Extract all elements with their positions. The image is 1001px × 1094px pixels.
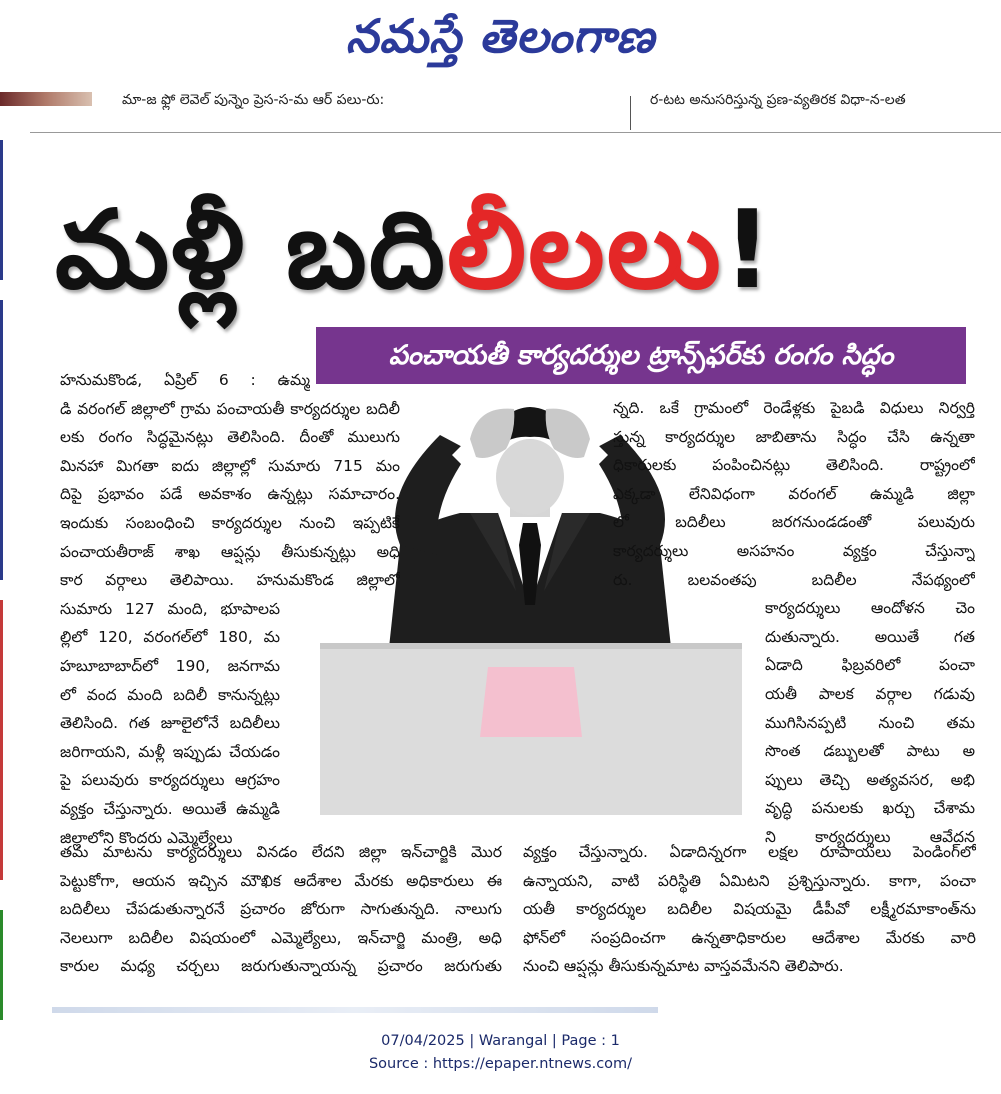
article-headline xyxy=(55,176,975,326)
article-column-right xyxy=(613,394,975,852)
text-line: కార వర్గాలు తెలిపాయి. హనుమకొండ జిల్లాలో xyxy=(60,571,400,590)
text-line: వృద్ధి పనులకు ఖర్చు చేశామ xyxy=(765,799,975,818)
text-line: వ్యక్తం చేస్తున్నారు. అయితే ఉమ్మడి xyxy=(60,799,280,818)
article-bottom-left xyxy=(60,838,502,981)
text-line: తమ మాటను కార్యదర్శులు వినడం లేదని జిల్లా ఇన్‌చార్జికి మొర xyxy=(60,843,502,861)
next-article-edge xyxy=(52,1007,658,1013)
text-line: హబూబాబాద్‌లో 190, జనగామ xyxy=(60,656,280,675)
text-line: తెలిసింది. గత జూలైలోనే బదిలీలు xyxy=(60,714,280,733)
horizontal-rule xyxy=(30,132,1001,133)
text-line: ఇందుకు సంబంధించి కార్యదర్శుల నుంచి ఇప్పటికే xyxy=(60,513,400,532)
footer-date-edition: 07/04/2025 | Warangal | Page : 1 xyxy=(381,1033,620,1049)
text-line: లో వంద మంది బదిలీ కానున్నట్లు xyxy=(60,685,280,704)
text-line: ఏడాది ఫిబ్రవరిలో పంచా xyxy=(765,656,975,675)
strip-left-text: మా-జ ఫ్లో లెవెల్ పున్నెం ప్రెస-స-మ ఆర్ పలు-రు: xyxy=(122,92,385,108)
page-edge-bar xyxy=(0,910,3,1020)
text-line: ప్పులు తెచ్చి అత్యవసర, అభి xyxy=(765,770,975,789)
text-line: మినహా మిగతా ఐదు జిల్లాల్లో సుమారు 715 మం xyxy=(60,456,400,475)
text-line: యతీ కార్యదర్శుల బదిలీల విషయమై డీపీవో లక్ష్మీరమాకాంత్‌ను xyxy=(523,900,976,919)
text-line: కారుల మధ్య చర్చలు జరుగుతున్నాయన్న ప్రచారం జరుగుతు xyxy=(60,957,502,976)
text-line: దుతున్నారు. అయితే గత xyxy=(765,627,975,646)
newspaper-masthead: నమస్తే తెలంగాణ xyxy=(345,9,656,63)
text-line: న్నది. ఒకే గ్రామంలో రెండేళ్లకు పైబడి విధులు నిర్వర్తి xyxy=(613,399,975,417)
article-subhead-banner: పంచాయతీ కార్యదర్శుల ట్రాన్స్‌ఫర్‌కు రంగం సిద్ధం xyxy=(316,327,966,384)
text-line: సొంత డబ్బులతో పాటు అ xyxy=(765,742,975,761)
text-line: లకు రంగం సిద్ధమైనట్లు తెలిసింది. దీంతో ములుగు xyxy=(60,428,400,447)
text-line: ముగిసినప్పటి నుంచి తమ xyxy=(765,713,975,732)
page-edge-bar xyxy=(0,140,3,280)
text-line: యతీ పాలక వర్గాల గడువు xyxy=(765,684,975,703)
text-line: పెట్టుకోగా, ఆయన ఇచ్చిన మౌఖిక ఆదేశాల మేరకు అధికారులు ఈ xyxy=(60,871,502,890)
text-line: ల్లిలో 120, వరంగల్‌లో 180, మ xyxy=(60,628,280,647)
footer-source-link[interactable]: Source : https://epaper.ntnews.com/ xyxy=(368,1056,633,1072)
text-line: ధికారులకు పంపించినట్లు తెలిసింది. రాష్ట్రంలో xyxy=(613,456,975,475)
headline-red-part: లీలలు xyxy=(447,188,723,313)
text-line: జరిగాయని, మళ్లీ ఇప్పుడు చేయడం xyxy=(60,742,280,761)
article-bottom-right xyxy=(523,838,976,981)
text-line: నుంచి ఆప్షన్లు తీసుకున్నమాట వాస్తవమేనని తెలిపారు. xyxy=(523,957,844,976)
text-line: ఫోన్‌లో సంప్రదించగా ఉన్నతాధికారుల ఆదేశాల మేరకు వారి xyxy=(523,928,976,947)
text-line: నెలలుగా బదిలీల విషయంలో ఎమ్మెల్యేలు, ఇన్‌చార్జి మంత్రి, అధి xyxy=(60,928,502,947)
text-line: డి వరంగల్‌ జిల్లాలో గ్రామ పంచాయతీ కార్యదర్శుల బదిలీ xyxy=(60,399,400,418)
headline-exclamation: ! xyxy=(722,188,774,313)
text-line: వ్యక్తం చేస్తున్నారు. ఏడాదిన్నరగా లక్షల రూపాయలు పెండింగ్‌లో xyxy=(523,843,976,861)
text-line: లో బదిలీలు జరగనుండడంతో పలువురు xyxy=(613,513,975,532)
text-line: ఎక్కడా లేనివిధంగా వరంగల్‌ ఉమ్మడి జిల్లా xyxy=(613,484,975,503)
text-line: పై పలువురు కార్యదర్శులు ఆగ్రహం xyxy=(60,771,280,790)
text-line: బదిలీలు చేపడుతున్నారనే ప్రచారం జోరుగా సాగుతున్నది. నాలుగు xyxy=(60,900,502,919)
text-line: సుమారు 127 మంది, భూపాలప xyxy=(60,599,280,618)
page-footer xyxy=(0,1030,1001,1076)
article-column-left xyxy=(60,366,400,852)
text-line: ని కార్యదర్శులు ఆవేదన xyxy=(765,827,975,846)
text-line: పంచాయతీరాజ్‌ శాఖ ఆప్షన్లు తీసుకున్నట్లు అధి xyxy=(60,542,400,561)
text-line: ఉన్నాయని, వాటి పరిస్థితి ఏమిటని ప్రశ్నిస్తున్నారు. కాగా, పంచా xyxy=(523,871,976,890)
strip-right-text: ర-టట అనుసరిస్తున్న ప్రణ-వ్యతిరక విధా-న-లత xyxy=(650,92,906,108)
text-line: కార్యదర్శులు అసహనం వ్యక్తం చేస్తున్నా xyxy=(613,541,975,560)
headline-black-part: మళ్లీ బది xyxy=(55,188,448,313)
page-edge-bar xyxy=(0,300,3,580)
text-line: రు. బలవంతపు బదిలీల నేపథ్యంలో xyxy=(613,570,975,589)
text-line: జిల్లాలోని కొందరు ఎమ్మెల్యేలు xyxy=(60,828,233,847)
text-line: దిపై ప్రభావం పడే అవకాశం ఉన్నట్లు సమాచారం. xyxy=(60,485,400,504)
text-line: హనుమకొండ, ఏప్రిల్‌ 6 : ఉమ్మ xyxy=(60,371,310,389)
column-divider xyxy=(630,96,631,130)
text-line: కార్యదర్శులు ఆందోళన చెం xyxy=(765,599,975,618)
page-edge-bar xyxy=(0,600,3,880)
strip-thumbnail-image xyxy=(0,92,92,106)
text-line: స్తున్న కార్యదర్శుల జాబితాను సిద్ధం చేసి ఉన్నతా xyxy=(613,427,975,446)
